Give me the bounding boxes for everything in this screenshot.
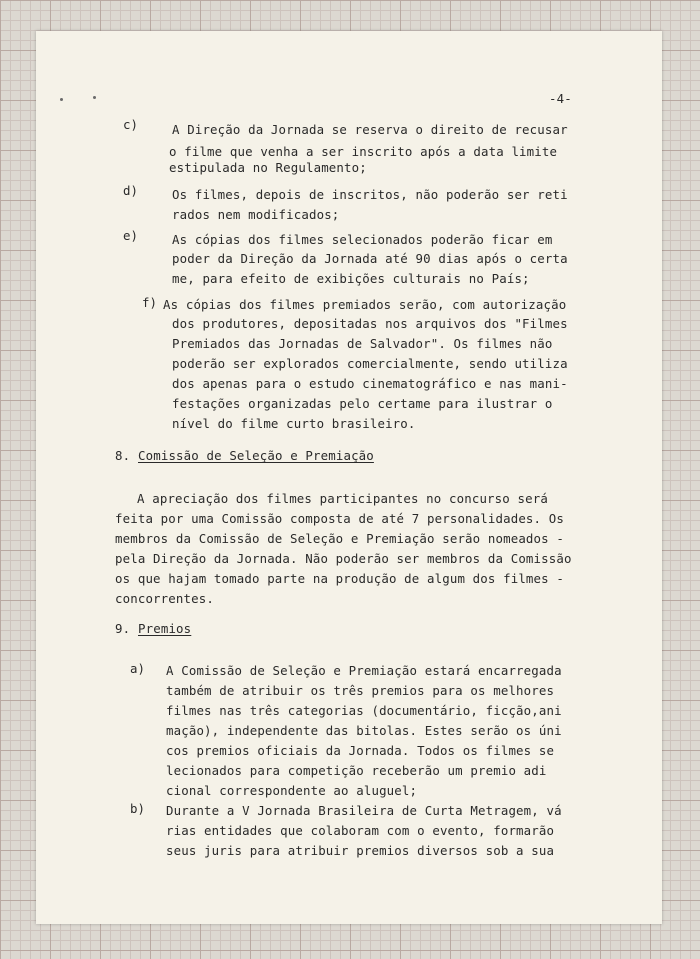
item-f-line: poderão ser explorados comercialmente, sendo utiliza: [172, 356, 568, 371]
paper-speck: [93, 96, 96, 99]
item-a-line: mação), independente das bitolas. Estes serão os úni: [166, 723, 562, 738]
section-8-line: concorrentes.: [115, 591, 214, 606]
section-8-line: feita por uma Comissão composta de até 7 personalidades. Os: [115, 511, 564, 526]
item-b-marker: b): [130, 801, 145, 816]
item-c-line: A Direção da Jornada se reserva o direito de recusar: [172, 122, 568, 137]
section-8-line: os que hajam tomado parte na produção de algum dos filmes -: [115, 571, 564, 586]
item-b-line: rias entidades que colaboram com o evento, formarão: [166, 823, 555, 838]
item-a-line: também de atribuir os três premios para os melhores: [166, 683, 555, 698]
item-e-marker: e): [123, 228, 138, 243]
item-d-line: Os filmes, depois de inscritos, não poderão ser reti: [172, 187, 568, 202]
item-a-line: cional correspondente ao aluguel;: [166, 783, 418, 798]
section-8-line: pela Direção da Jornada. Não poderão ser membros da Comissão: [115, 551, 572, 566]
section-8-number: 8.: [115, 448, 131, 463]
page-number: -4-: [549, 91, 572, 106]
item-e-line: poder da Direção da Jornada até 90 dias após o certa: [172, 251, 568, 266]
section-8-title: Comissão de Seleção e Premiação: [138, 448, 374, 463]
item-a-line: filmes nas três categorias (documentário, ficção,ani: [166, 703, 562, 718]
section-8-line: A apreciação dos filmes participantes no concurso será: [137, 491, 548, 506]
section-9-number: 9.: [115, 621, 131, 636]
item-a-line: lecionados para competição receberão um premio adi: [166, 763, 547, 778]
item-b-line: Durante a V Jornada Brasileira de Curta Metragem, vá: [166, 803, 562, 818]
item-e-line: me, para efeito de exibições culturais no País;: [172, 271, 530, 286]
paper-speck: [60, 98, 63, 101]
item-f-line: nível do filme curto brasileiro.: [172, 416, 416, 431]
section-8-line: membros da Comissão de Seleção e Premiação serão nomeados -: [115, 531, 564, 546]
item-f-line: dos apenas para o estudo cinematográfico e nas mani-: [172, 376, 568, 391]
item-a-marker: a): [130, 661, 145, 676]
document-page: [36, 31, 662, 924]
item-d-marker: d): [123, 183, 138, 198]
item-f-marker: f): [142, 295, 157, 310]
item-e-line: As cópias dos filmes selecionados poderão ficar em: [172, 232, 553, 247]
section-9-title: Premios: [138, 621, 192, 636]
item-f-line: As cópias dos filmes premiados serão, com autorização: [163, 297, 567, 312]
item-a-line: cos premios oficiais da Jornada. Todos os filmes se: [166, 743, 555, 758]
item-f-line: festações organizadas pelo certame para ilustrar o: [172, 396, 553, 411]
item-b-line: seus juris para atribuir premios diversos sob a sua: [166, 843, 555, 858]
item-c-line: o filme que venha a ser inscrito após a data limite: [169, 144, 558, 159]
item-a-line: A Comissão de Seleção e Premiação estará encarregada: [166, 663, 562, 678]
item-c-marker: c): [123, 117, 138, 132]
item-f-line: dos produtores, depositadas nos arquivos dos "Filmes: [172, 316, 568, 331]
item-f-line: Premiados das Jornadas de Salvador". Os filmes não: [172, 336, 553, 351]
item-d-line: rados nem modificados;: [172, 207, 340, 222]
item-c-line: estipulada no Regulamento;: [169, 160, 367, 175]
